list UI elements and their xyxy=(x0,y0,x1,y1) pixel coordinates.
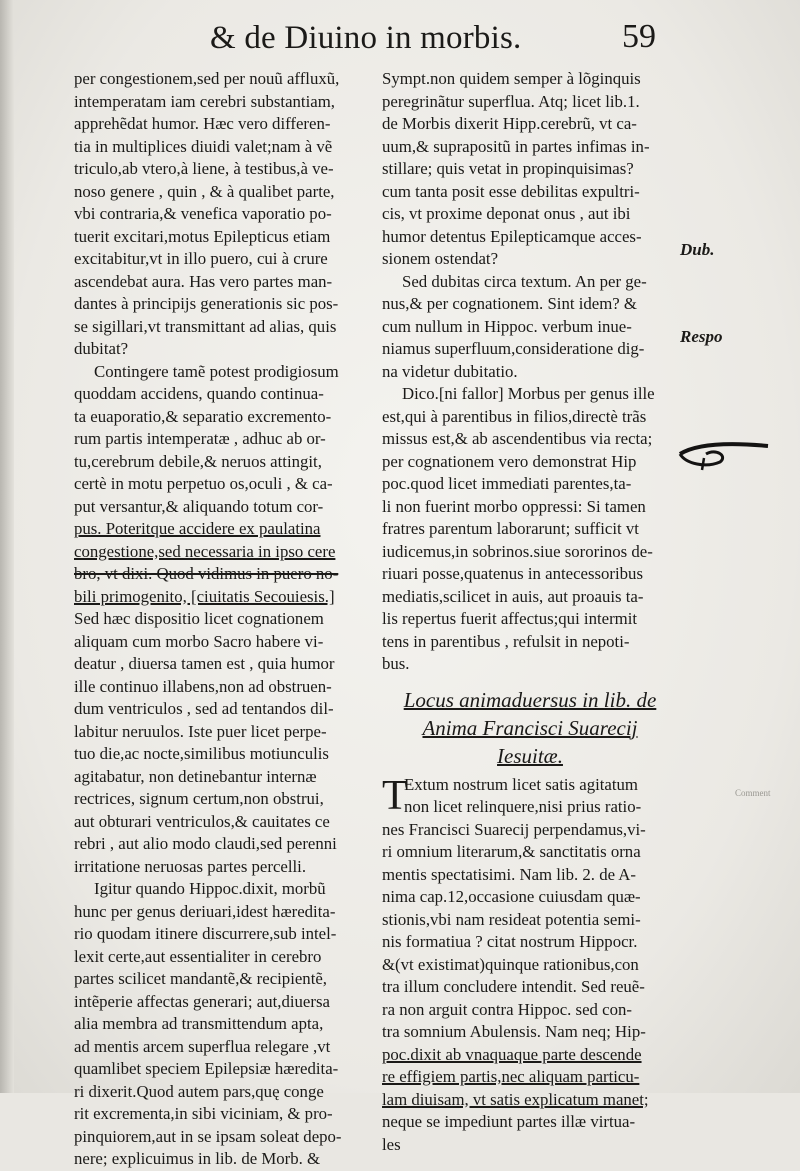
text-line: ad mentis arcem superflua relegare ,vt xyxy=(74,1036,331,1056)
text-line: aut obturari ventriculos,& cauitates ce xyxy=(74,811,330,831)
text-line: rebri , aut alio modo claudi,sed perenni xyxy=(74,834,337,853)
text-line: put versantur,& aliquando totum cor- xyxy=(74,496,324,516)
text-line: apprehẽdat humor. Hæc vero differen- xyxy=(74,114,331,133)
text-line: Sed hæc dispositio licet cognationem xyxy=(74,609,324,628)
section-heading-line: Iesuitæ. xyxy=(497,743,563,768)
text-line: cum nullum in Hippoc. verbum inue- xyxy=(382,316,632,336)
text-line: de Morbis dixerit Hipp.cerebrũ, vt ca- xyxy=(382,114,637,133)
text-line: tuo die,ac nocte,similibus motiunculis xyxy=(74,744,329,763)
book-spine-shadow xyxy=(0,0,14,1093)
text-line: Dico.[ni fallor] Morbus per genus ille xyxy=(402,384,655,403)
text-line: pinquiorem,aut in se ipsam soleat depo- xyxy=(74,1126,342,1146)
text-line: non licet relinquere,nisi prius ratio- xyxy=(404,797,642,816)
text-line: ta euaporatio,& separatio excremento- xyxy=(74,406,332,426)
text-line: stionis,vbi nam resideat potentia semi- xyxy=(382,909,641,929)
text-line: nere; explicuimus in lib. de Morb. & xyxy=(74,1149,321,1168)
text-line: noso genere , quin , & à qualibet parte, xyxy=(74,181,335,201)
page-header xyxy=(0,16,800,66)
text-line: aliquam cum morbo Sacro habere vi- xyxy=(74,631,324,651)
margin-note-resp: Respo xyxy=(680,327,723,346)
text-line: ille continuo illabens,non ad obstruen- xyxy=(74,676,332,696)
text-line: sionem ostendat? xyxy=(382,249,499,268)
text-line: poc.quod licet immediati parentes,ta- xyxy=(382,474,632,493)
text-line: stillare; quis vetat in propinquisimas? xyxy=(382,159,634,178)
section-heading xyxy=(382,686,678,770)
left-text-column xyxy=(74,68,374,1171)
text-line: partes scilicet mandantẽ,& recipientẽ, xyxy=(74,969,328,988)
faint-show-through: Comment xyxy=(735,788,771,798)
text-line: ri dixerit.Quod autem pars,quę conge xyxy=(74,1081,324,1101)
text-line: dubitat? xyxy=(74,339,129,358)
text-line: rit excrementa,in sibi viciniam, & pro- xyxy=(74,1104,333,1123)
text-line: quamlibet speciem Epilepsiæ hæredita- xyxy=(74,1059,339,1078)
text-line: nus,& per cognationem. Sint idem? & xyxy=(382,294,637,313)
section-heading-line: Anima Francisci Suarecij xyxy=(422,715,638,740)
text-line: nis formatiua ? citat nostrum Hippocr. xyxy=(382,932,638,951)
text-line: ri omnium literarum,& sanctitatis orna xyxy=(382,842,641,861)
text-line: excitabitur,vt in illo puero, cui à crure xyxy=(74,249,328,268)
text-line: neque se impediunt partes illæ virtua- xyxy=(382,1112,636,1131)
text-line: agitabatur, non detinebantur internæ xyxy=(74,766,317,786)
text-line: Extum nostrum licet satis agitatum xyxy=(404,774,638,794)
text-line: certè in motu perpetuo os,oculi , & ca- xyxy=(74,474,333,493)
text-line: congestione,sed necessaria in ipso cere xyxy=(74,541,336,561)
text-line: poc.dixit ab vnaquaque parte descende xyxy=(382,1044,642,1064)
text-line: li non fuerint morbo oppressi: Si tamen xyxy=(382,496,646,516)
text-line: hunc per genus deriuari,idest hæredita- xyxy=(74,901,336,921)
text-line: bus. xyxy=(382,654,410,673)
text-line: nima cap.12,occasione cuiusdam quæ- xyxy=(382,887,641,906)
text-line: quoddam accidens, quando continua- xyxy=(74,384,324,403)
text-line: mediatis,scilicet in auis, aut proauis ta- xyxy=(382,586,644,606)
text-line: per congestionem,sed per nouũ affluxũ, xyxy=(74,69,340,88)
text-line: bili primogenito, [ciuitatis Secouiesis.] xyxy=(74,586,335,606)
text-line: mentis spectatisimi. Nam lib. 2. de A- xyxy=(382,864,637,884)
text-line: re effigiem partis,nec aliquam particu- xyxy=(382,1067,640,1086)
section-body xyxy=(382,774,678,1157)
text-line: nes Francisci Suarecij perpendamus,vi- xyxy=(382,819,646,839)
text-line: dum ventriculos , sed ad tentandos dil- xyxy=(74,699,334,718)
text-line: labitur neruulos. Iste puer licet perpe- xyxy=(74,721,327,741)
text-line: intẽperie affectas generari; aut,diuersa xyxy=(74,991,330,1011)
text-line: per cognationem vero demonstrat Hip xyxy=(382,451,637,471)
text-line: tra illum concludere intendit. Sed reuẽ- xyxy=(382,977,645,996)
text-line: Contingere tamẽ potest prodigiosum xyxy=(94,361,339,381)
text-line: lis repertus fuerit affectus;qui intermit xyxy=(382,609,638,628)
right-text-column xyxy=(382,68,678,1156)
text-line: se sigillari,vt transmittant ad alias, quis xyxy=(74,316,337,336)
margin-note-dub: Dub. xyxy=(680,240,715,259)
text-line: irritatione neruosas partes percelli. xyxy=(74,856,307,876)
text-line: deatur , diuersa tamen est , quia humor xyxy=(74,654,335,673)
text-line: peregrinãtur superflua. Atq; licet lib.1. xyxy=(382,91,640,111)
text-line: Sympt.non quidem semper à lõginquis xyxy=(382,69,641,88)
text-line: ra non arguit contra Hippoc. sed con- xyxy=(382,999,632,1019)
text-line: tens in parentibus , refulsit in nepoti- xyxy=(382,631,630,651)
text-line: humor detentus Epilepticamque acces- xyxy=(382,226,642,246)
text-line: ascendebat aura. Has vero partes man- xyxy=(74,271,333,291)
text-line: Igitur quando Hippoc.dixit, morbũ xyxy=(94,879,326,898)
text-line: cum tanta posit esse debilitas expultri- xyxy=(382,181,640,201)
text-line: tia in multiplices diuidi valet;nam à vẽ xyxy=(74,136,333,156)
text-line: triculo,ab vtero,à liene, à testibus,à ve- xyxy=(74,159,334,178)
text-line: lexit certe,aut essentialiter in cerebro xyxy=(74,946,322,966)
text-line: na videtur dubitatio. xyxy=(382,361,518,381)
text-line: cis, vt proxime deponat onus , aut ibi xyxy=(382,204,631,223)
text-line: &(vt existimat)quinque rationibus,con xyxy=(382,954,639,974)
text-line: tu,cerebrum debile,& neruos attingit, xyxy=(74,451,322,471)
text-line: iudicemus,in sobrinos.siue sororinos de- xyxy=(382,541,653,561)
text-line: uum,& suprapositũ in partes infimas in- xyxy=(382,136,650,156)
text-line: rum partis intemperatæ , adhuc ab or- xyxy=(74,429,326,448)
text-line: niamus superfluum,consideratione dig- xyxy=(382,339,645,358)
drop-cap: T xyxy=(382,772,408,819)
running-head: & de Diuino in morbis. xyxy=(210,20,522,56)
text-line: lam diuisam, vt satis explicatum manet; xyxy=(382,1089,649,1109)
text-line: vbi contraria,& venefica vaporatio po- xyxy=(74,204,332,223)
page-number: 59 xyxy=(622,18,656,55)
section-heading-line: Locus animaduersus in lib. de xyxy=(403,687,657,712)
text-line: rectrices, signum certum,non obstrui, xyxy=(74,789,324,808)
text-line: riuari posse,quatenus in antecessoribus xyxy=(382,564,643,583)
text-line: les xyxy=(382,1134,401,1154)
text-line: bro, vt dixi. Quod vidimus in puero no- xyxy=(74,564,339,583)
text-line: tuerit excitari,motus Epilepticus etiam xyxy=(74,226,331,246)
text-line: pus. Poteritque accidere ex paulatina xyxy=(74,519,321,538)
text-line: Sed dubitas circa textum. An per ge- xyxy=(402,271,647,291)
text-line: tra somnium Abulensis. Nam neq; Hip- xyxy=(382,1022,646,1041)
pen-flourish-mark xyxy=(676,436,772,476)
text-line: fratres parentum laborarunt; sufficit vt xyxy=(382,519,639,538)
text-line: intemperatam iam cerebri substantiam, xyxy=(74,91,335,111)
text-line: missus est,& ab ascendentibus via recta; xyxy=(382,429,653,448)
text-line: rio quodam itinere discurrere,sub intel- xyxy=(74,924,337,943)
text-line: est,qui à parentibus in filios,directè trãs xyxy=(382,406,647,426)
text-line: dantes à principijs generationis sic pos- xyxy=(74,294,339,313)
text-line: alia membra ad transmittendum apta, xyxy=(74,1014,324,1033)
